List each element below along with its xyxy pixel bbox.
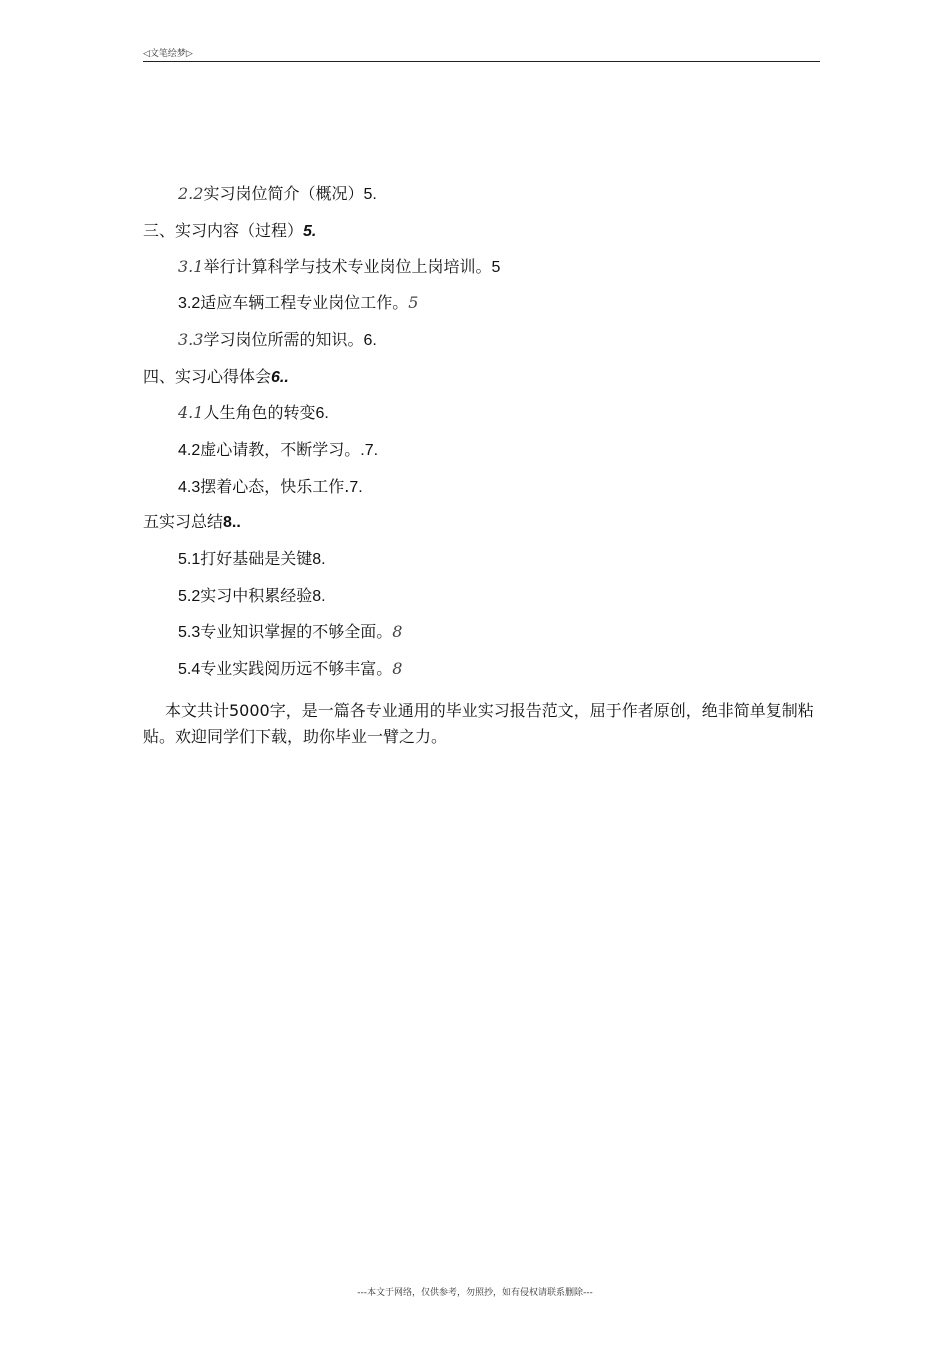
- toc-number: 5.4: [178, 661, 201, 678]
- toc-number: 3.1: [178, 257, 204, 276]
- toc-page-number: 5: [408, 293, 419, 312]
- toc-title: 摆着心态，快乐工作.: [200, 477, 350, 496]
- toc-entry-5-3[interactable]: [178, 622, 402, 643]
- toc-entry-4-2[interactable]: [178, 440, 378, 461]
- toc-entry-3-3[interactable]: [178, 330, 377, 351]
- page-header: ◁文笔绘梦▷: [143, 49, 193, 59]
- toc-number: 2.2: [178, 184, 204, 203]
- toc-page-number: 6..: [271, 369, 289, 386]
- toc-title: 适应车辆工程专业岗位工作。: [200, 293, 409, 312]
- toc-entry-2-2[interactable]: [178, 184, 377, 205]
- toc-entry-4-3[interactable]: [178, 477, 363, 498]
- toc-number: 5.1: [178, 551, 201, 568]
- toc-title: 三、实习内容（过程）: [143, 221, 304, 240]
- toc-title: 打好基础是关键: [200, 549, 313, 568]
- header-divider: [143, 61, 820, 62]
- toc-entry-4-1[interactable]: [178, 403, 329, 424]
- toc-entry-3-2[interactable]: [178, 293, 418, 314]
- toc-entry-3-1[interactable]: [178, 257, 500, 278]
- toc-number: 4.3: [178, 479, 201, 496]
- toc-number: 3.3: [178, 330, 204, 349]
- toc-number: 4.2: [178, 442, 201, 459]
- toc-entry-section-4[interactable]: [143, 367, 289, 388]
- toc-page-number: 6.: [363, 332, 377, 349]
- toc-entry-5-1[interactable]: [178, 549, 326, 570]
- toc-title: 专业知识掌握的不够全面。: [200, 622, 393, 641]
- toc-title: 实习岗位简介（概况）: [203, 184, 364, 203]
- toc-page-number: 8: [392, 659, 403, 678]
- toc-title: 学习岗位所需的知识。: [203, 330, 364, 349]
- toc-page-number: 5.: [363, 186, 377, 203]
- toc-page-number: 7.: [349, 479, 363, 496]
- toc-title: 举行计算科学与技术专业岗位上岗培训。: [203, 257, 492, 276]
- toc-page-number: 6.: [315, 405, 329, 422]
- toc-entry-section-5[interactable]: [143, 512, 241, 533]
- intro-paragraph: 本文共计5000字，是一篇各专业通用的毕业实习报告范文，屈于作者原创，绝非简单复制粘贴。欢迎同学们下载，助你毕业一臂之力。: [143, 701, 814, 746]
- toc-page-number: 8..: [223, 514, 241, 531]
- toc-title: 专业实践阅历远不够丰富。: [200, 659, 393, 678]
- toc-page-number: 8.: [312, 551, 326, 568]
- toc-page-number: .7.: [360, 442, 379, 459]
- toc-page-number: 5: [491, 259, 501, 276]
- toc-title: 五实习总结: [143, 512, 224, 531]
- toc-entry-section-3[interactable]: [143, 221, 316, 242]
- toc-page-number: 5.: [303, 223, 317, 240]
- toc-title: 虚心请教，不断学习。: [200, 440, 361, 459]
- toc-title: 四、实习心得体会: [143, 367, 272, 386]
- toc-number: 5.2: [178, 588, 201, 605]
- toc-entry-5-2[interactable]: [178, 586, 326, 607]
- toc-title: 实习中积累经验: [200, 586, 313, 605]
- toc-page-number: 8: [392, 622, 403, 641]
- toc-page-number: 8.: [312, 588, 326, 605]
- page-footer: ---本文于网络，仅供参考，勿照抄，如有侵权请联系删除---: [357, 1288, 593, 1298]
- toc-number: 4.1: [178, 403, 204, 422]
- toc-entry-5-4[interactable]: [178, 659, 402, 680]
- toc-number: 3.2: [178, 295, 201, 312]
- toc-title: 人生角色的转变: [203, 403, 316, 422]
- toc-number: 5.3: [178, 624, 201, 641]
